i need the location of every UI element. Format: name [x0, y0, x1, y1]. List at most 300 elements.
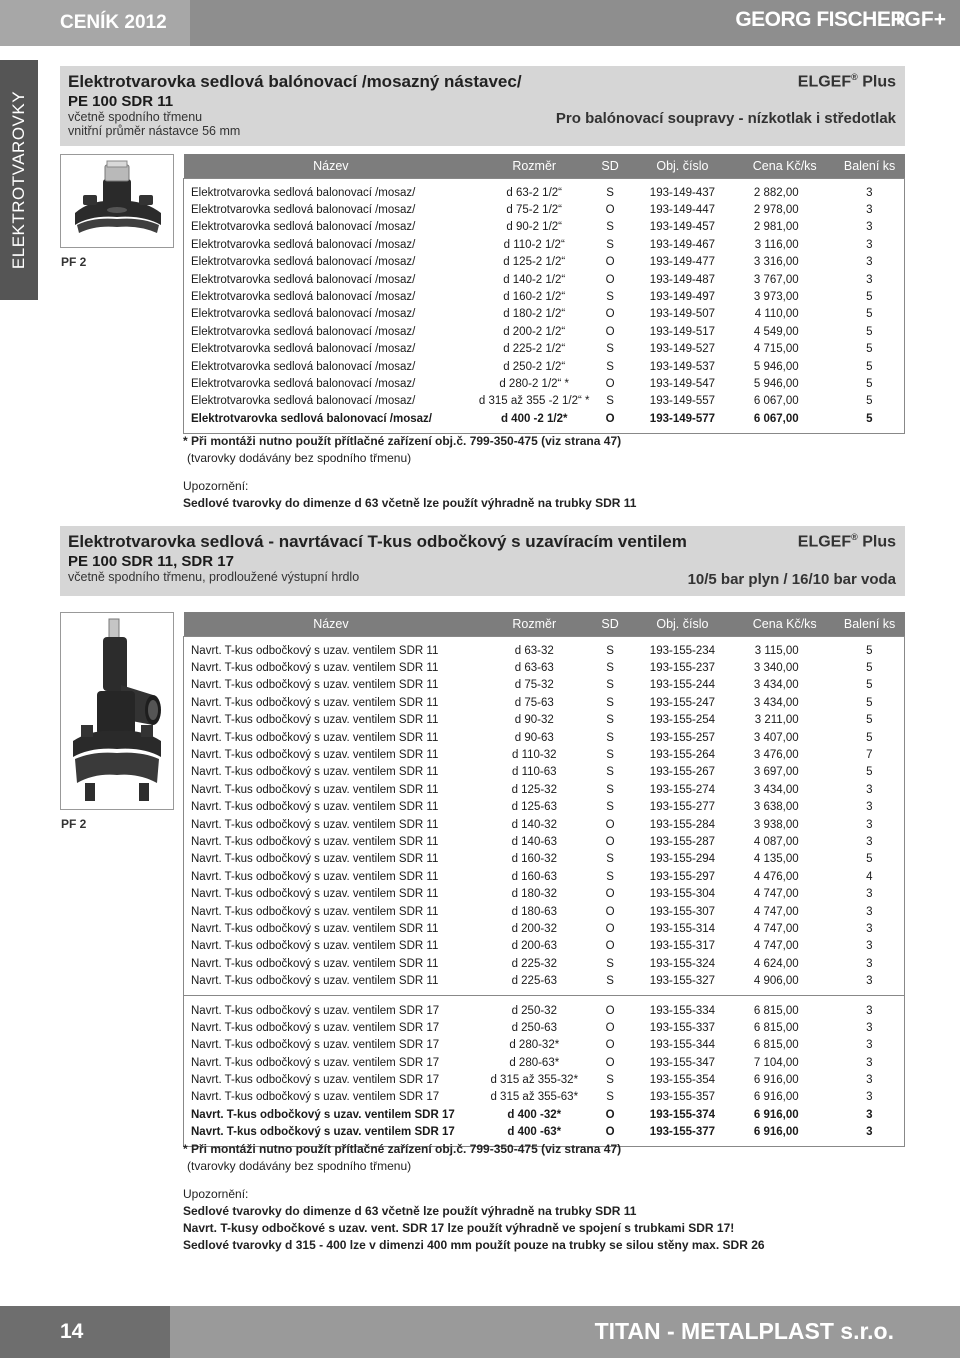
cell-pack: 3 — [866, 818, 873, 831]
table-row — [184, 1019, 905, 1036]
cell-sd: S — [606, 291, 614, 304]
cell-size: d 180-2 1/2“ — [503, 308, 566, 321]
table-row — [184, 1071, 905, 1088]
cell-pack: 3 — [866, 238, 873, 251]
cell-price: 3 938,00 — [753, 818, 799, 831]
cell-name: Navrt. T-kus odbočkový s uzav. ventilem SDR 11 — [191, 801, 439, 814]
cell-size: d 315 až 355 -2 1/2“ * — [478, 395, 590, 408]
cell-order-no: 193-149-507 — [649, 308, 716, 321]
cell-sd: S — [606, 343, 614, 356]
section1-product-line: ELGEF® Plus — [797, 72, 896, 91]
cell-name: Navrt. T-kus odbočkový s uzav. ventilem SDR 17 — [191, 1021, 440, 1034]
table-row — [184, 799, 905, 816]
cell-order-no: 193-155-344 — [649, 1039, 716, 1052]
table-row — [184, 341, 905, 358]
section1-footnote: * Při montáži nutno použít přítlačné zařízení obj.č. 799-350-475 (viz strana 47) — [183, 434, 622, 448]
cell-size: d 160-63 — [511, 870, 557, 883]
cell-price: 6 067,00 — [753, 395, 799, 408]
cell-sd: S — [606, 360, 614, 373]
table-row — [184, 677, 905, 694]
cell-pack: 3 — [866, 975, 873, 988]
cell-sd: S — [606, 957, 614, 970]
category-sidebar — [0, 60, 38, 300]
cell-pack: 7 — [866, 749, 873, 762]
cell-order-no: 193-155-284 — [649, 818, 716, 831]
cell-name: Navrt. T-kus odbočkový s uzav. ventilem SDR 17 — [191, 1074, 440, 1087]
cell-size: d 90-32 — [514, 714, 554, 727]
section1-notes — [183, 434, 636, 513]
cell-order-no: 193-155-234 — [649, 644, 716, 657]
cell-pack: 3 — [866, 1039, 873, 1052]
cell-price: 3 434,00 — [753, 783, 799, 796]
cell-price: 2 978,00 — [753, 204, 799, 217]
cell-pack: 5 — [866, 662, 873, 675]
cell-price: 4 747,00 — [753, 905, 799, 918]
company-name: TITAN - METALPLAST s.r.o. — [594, 1318, 894, 1344]
page-number: 14 — [0, 1306, 170, 1358]
cell-price: 6 067,00 — [753, 412, 799, 425]
cell-sd: S — [606, 801, 614, 814]
section2-product-line: ELGEF® Plus — [797, 532, 896, 551]
section2-warning1: Sedlové tvarovky do dimenze d 63 včetně lze použít výhradně na trubky SDR 11 — [183, 1204, 637, 1218]
cell-order-no: 193-155-314 — [649, 922, 716, 935]
cell-pack: 3 — [866, 1074, 873, 1087]
cell-order-no: 193-155-307 — [649, 905, 716, 918]
cell-sd: O — [605, 940, 615, 953]
cell-price: 6 815,00 — [753, 1039, 799, 1052]
cell-price: 3 767,00 — [753, 273, 799, 286]
cell-size: d 75-2 1/2“ — [506, 204, 562, 217]
cell-price: 3 476,00 — [753, 749, 799, 762]
cell-price: 3 434,00 — [753, 679, 799, 692]
cell-sd: O — [605, 835, 615, 848]
cell-pack: 5 — [866, 644, 873, 657]
cell-order-no: 193-155-257 — [649, 731, 716, 744]
cell-sd: O — [605, 922, 615, 935]
cell-size: d 63-63 — [514, 662, 554, 675]
section1-title: Elektrotvarovka sedlová balónovací /mosazný nástavec/ — [68, 72, 522, 91]
cell-order-no: 193-155-244 — [649, 679, 716, 692]
cell-pack: 5 — [866, 714, 873, 727]
cell-pack: 3 — [866, 186, 873, 199]
table-row — [184, 219, 905, 236]
section2-material: PE 100 SDR 11, SDR 17 — [68, 553, 234, 570]
cell-size: d 400 -2 1/2* — [500, 412, 568, 425]
cell-pack: 3 — [866, 905, 873, 918]
cell-name: Elektrotvarovka sedlová balonovací /mosaz/ — [191, 395, 416, 408]
col-size: Rozměr — [478, 612, 590, 636]
cell-price: 4 747,00 — [753, 888, 799, 901]
table-row — [184, 868, 905, 885]
cell-size: d 125-32 — [511, 783, 557, 796]
cell-name: Navrt. T-kus odbočkový s uzav. ventilem SDR 11 — [191, 957, 439, 970]
cell-name: Elektrotvarovka sedlová balonovací /mosaz/ — [191, 308, 416, 321]
cell-price: 3 316,00 — [753, 256, 799, 269]
category-label: ELEKTROTVAROVKY — [9, 90, 28, 270]
cell-sd: O — [605, 818, 615, 831]
cell-name: Navrt. T-kus odbočkový s uzav. ventilem SDR 11 — [191, 940, 439, 953]
spacer-row — [184, 427, 905, 433]
section1-table-body — [184, 178, 905, 433]
cell-pack: 5 — [866, 343, 873, 356]
cell-name: Navrt. T-kus odbočkový s uzav. ventilem SDR 17 — [191, 1056, 440, 1069]
cell-order-no: 193-155-374 — [649, 1108, 716, 1121]
cell-sd: S — [606, 395, 614, 408]
table-row — [184, 851, 905, 868]
cell-name: Navrt. T-kus odbočkový s uzav. ventilem SDR 11 — [191, 783, 439, 796]
table-row — [184, 642, 905, 659]
section2-footnote2: (tvarovky dodávány bez spodního třmenu) — [187, 1159, 412, 1173]
cell-order-no: 193-155-324 — [649, 957, 716, 970]
cell-name: Navrt. T-kus odbočkový s uzav. ventilem SDR 11 — [191, 731, 439, 744]
cell-sd: S — [606, 783, 614, 796]
cell-order-no: 193-155-297 — [649, 870, 716, 883]
cell-order-no: 193-149-447 — [649, 204, 716, 217]
cell-price: 5 946,00 — [753, 377, 799, 390]
cell-order-no: 193-155-267 — [649, 766, 716, 779]
cell-price: 3 211,00 — [754, 714, 799, 727]
cell-price: 4 747,00 — [753, 922, 799, 935]
cell-order-no: 193-149-577 — [649, 412, 716, 425]
cell-price: 4 110,00 — [754, 308, 799, 321]
cell-name: Navrt. T-kus odbočkový s uzav. ventilem SDR 17 — [191, 1004, 440, 1017]
cell-order-no: 193-149-467 — [649, 238, 716, 251]
table-row — [184, 1106, 905, 1123]
cell-sd: S — [606, 714, 614, 727]
cell-pack: 3 — [866, 204, 873, 217]
cell-order-no: 193-149-547 — [649, 377, 716, 390]
cell-size: d 140-32 — [511, 818, 557, 831]
tapping-tee-valve-image — [61, 613, 173, 809]
table-row — [184, 358, 905, 375]
section1-footnote2: (tvarovky dodávány bez spodního třmenu) — [187, 451, 412, 465]
table-row — [184, 694, 905, 711]
cell-order-no: 193-155-277 — [649, 801, 716, 814]
section1-warning-title: Upozornění: — [183, 479, 249, 493]
cell-order-no: 193-155-357 — [649, 1091, 716, 1104]
table-row — [184, 816, 905, 833]
section1-table — [183, 154, 905, 434]
cell-order-no: 193-155-337 — [649, 1021, 716, 1034]
cell-order-no: 193-155-354 — [649, 1074, 716, 1087]
cell-name: Navrt. T-kus odbočkový s uzav. ventilem SDR 11 — [191, 679, 439, 692]
cell-pack: 3 — [866, 1091, 873, 1104]
cell-size: d 280-63* — [509, 1056, 560, 1069]
col-name: Název — [184, 154, 479, 178]
brand-logo: +GF+ — [892, 8, 946, 31]
cell-order-no: 193-155-254 — [649, 714, 716, 727]
cell-pack: 5 — [866, 308, 873, 321]
cell-price: 4 906,00 — [753, 975, 799, 988]
cell-size: d 400 -32* — [507, 1108, 562, 1121]
brand-name: GEORG FISCHER — [735, 8, 905, 31]
cell-sd: O — [605, 1108, 615, 1121]
cell-pack: 3 — [866, 801, 873, 814]
cell-size: d 200-2 1/2“ — [503, 325, 566, 338]
cell-name: Navrt. T-kus odbočkový s uzav. ventilem SDR 11 — [191, 714, 439, 727]
cell-order-no: 193-149-537 — [649, 360, 716, 373]
cell-name: Navrt. T-kus odbočkový s uzav. ventilem SDR 11 — [191, 662, 439, 675]
cell-size: d 110-2 1/2“ — [503, 238, 565, 251]
cell-sd: S — [606, 1091, 614, 1104]
section2-warning-title: Upozornění: — [183, 1187, 249, 1201]
section1-header — [60, 66, 905, 146]
cell-order-no: 193-155-304 — [649, 888, 716, 901]
cell-order-no: 193-149-557 — [649, 395, 716, 408]
cell-sd: S — [606, 644, 614, 657]
cell-sd: O — [605, 888, 615, 901]
cell-size: d 280-2 1/2“ * — [499, 377, 570, 390]
cell-size: d 90-63 — [514, 731, 554, 744]
col-price: Cena Kč/ks — [735, 154, 835, 178]
cell-name: Elektrotvarovka sedlová balonovací /mosaz/ — [191, 256, 416, 269]
cell-price: 4 747,00 — [753, 940, 799, 953]
cell-price: 3 697,00 — [753, 766, 799, 779]
cell-price: 4 549,00 — [753, 325, 799, 338]
section2-subtitle: 10/5 bar plyn / 16/10 bar voda — [687, 571, 896, 588]
section2-pf-code: PF 2 — [61, 817, 87, 831]
col-pack: Balení ks — [835, 612, 905, 636]
table-row — [184, 1124, 905, 1141]
cell-price: 7 104,00 — [753, 1056, 799, 1069]
cell-pack: 5 — [866, 395, 873, 408]
cell-pack: 5 — [866, 412, 873, 425]
cell-price: 3 340,00 — [753, 662, 799, 675]
cell-name: Navrt. T-kus odbočkový s uzav. ventilem SDR 11 — [191, 835, 439, 848]
cell-name: Navrt. T-kus odbočkový s uzav. ventilem SDR 11 — [191, 905, 439, 918]
cell-size: d 315 až 355-32* — [490, 1074, 579, 1087]
balloon-saddle-fitting-image — [61, 155, 173, 247]
cell-name: Navrt. T-kus odbočkový s uzav. ventilem SDR 11 — [191, 749, 439, 762]
table-row — [184, 271, 905, 288]
price-list-label: CENÍK 2012 — [0, 0, 190, 46]
cell-price: 3 115,00 — [754, 644, 799, 657]
cell-order-no: 193-149-527 — [649, 343, 716, 356]
cell-size: d 200-32 — [511, 922, 557, 935]
cell-pack: 5 — [866, 853, 873, 866]
cell-pack: 3 — [866, 221, 873, 234]
cell-size: d 90-2 1/2“ — [506, 221, 562, 234]
cell-price: 6 815,00 — [753, 1004, 799, 1017]
section1-product-image — [60, 154, 174, 248]
table-row — [184, 375, 905, 392]
cell-size: d 225-32 — [511, 957, 557, 970]
col-sd: SD — [590, 154, 630, 178]
cell-size: d 180-63 — [511, 905, 557, 918]
cell-order-no: 193-155-264 — [649, 749, 716, 762]
table-row — [184, 184, 905, 201]
cell-name: Elektrotvarovka sedlová balonovací /mosaz/ — [191, 291, 416, 304]
cell-pack: 5 — [866, 696, 873, 709]
section1-pf-code: PF 2 — [61, 255, 87, 269]
section2-footnote: * Při montáži nutno použít přítlačné zařízení obj.č. 799-350-475 (viz strana 47) — [183, 1142, 622, 1156]
cell-order-no: 193-149-487 — [649, 273, 716, 286]
table-row — [184, 201, 905, 218]
cell-pack: 3 — [866, 1126, 873, 1139]
section2-table-body-sdr17 — [184, 996, 905, 1147]
section1-note2: vnitřní průměr nástavce 56 mm — [68, 124, 241, 138]
cell-size: d 180-32 — [511, 888, 557, 901]
cell-order-no: 193-149-497 — [649, 291, 716, 304]
cell-name: Navrt. T-kus odbočkový s uzav. ventilem SDR 11 — [191, 853, 439, 866]
section1-subtitle: Pro balónovací soupravy - nízkotlak i středotlak — [555, 110, 896, 127]
cell-pack: 3 — [866, 888, 873, 901]
cell-price: 6 916,00 — [753, 1126, 799, 1139]
table-header-row — [184, 612, 905, 636]
cell-sd: O — [605, 1021, 615, 1034]
table-row — [184, 781, 905, 798]
cell-name: Navrt. T-kus odbočkový s uzav. ventilem SDR 17 — [191, 1108, 455, 1121]
section2-header — [60, 526, 905, 596]
cell-size: d 225-63 — [511, 975, 557, 988]
cell-name: Elektrotvarovka sedlová balonovací /mosaz/ — [191, 238, 416, 251]
cell-size: d 63-2 1/2“ — [506, 186, 562, 199]
table-row — [184, 393, 905, 410]
cell-order-no: 193-155-237 — [649, 662, 716, 675]
cell-size: d 200-63 — [511, 940, 557, 953]
cell-order-no: 193-155-347 — [649, 1056, 716, 1069]
cell-name: Elektrotvarovka sedlová balonovací /mosaz/ — [191, 186, 416, 199]
section2-title: Elektrotvarovka sedlová - navrtávací T-kus odbočkový s uzavíracím ventilem — [68, 532, 687, 551]
cell-order-no: 193-155-334 — [649, 1004, 716, 1017]
cell-sd: S — [606, 749, 614, 762]
cell-size: d 160-2 1/2“ — [503, 291, 566, 304]
cell-order-no: 193-155-377 — [649, 1126, 716, 1139]
table-row — [184, 746, 905, 763]
cell-name: Elektrotvarovka sedlová balonovací /mosaz/ — [191, 343, 416, 356]
col-name: Název — [184, 612, 479, 636]
cell-name: Navrt. T-kus odbočkový s uzav. ventilem SDR 11 — [191, 922, 439, 935]
cell-sd: O — [605, 1056, 615, 1069]
cell-pack: 3 — [866, 957, 873, 970]
section1-material: PE 100 SDR 11 — [68, 93, 174, 110]
table-row — [184, 323, 905, 340]
table-row — [184, 938, 905, 955]
cell-name: Navrt. T-kus odbočkový s uzav. ventilem SDR 11 — [191, 975, 439, 988]
cell-pack: 5 — [866, 325, 873, 338]
cell-name: Navrt. T-kus odbočkový s uzav. ventilem SDR 11 — [191, 870, 439, 883]
cell-size: d 125-2 1/2“ — [503, 256, 566, 269]
cell-sd: S — [606, 662, 614, 675]
cell-name: Navrt. T-kus odbočkový s uzav. ventilem SDR 11 — [191, 818, 439, 831]
table-row — [184, 254, 905, 271]
cell-pack: 5 — [866, 377, 873, 390]
cell-size: d 160-32 — [511, 853, 557, 866]
cell-sd: S — [606, 853, 614, 866]
cell-size: d 75-32 — [514, 679, 554, 692]
cell-name: Elektrotvarovka sedlová balonovací /mosaz/ — [191, 204, 416, 217]
section1-note1: včetně spodního třmenu — [68, 110, 203, 124]
footer — [0, 1306, 960, 1358]
col-pack: Balení ks — [835, 154, 905, 178]
table-row — [184, 288, 905, 305]
cell-pack: 5 — [866, 766, 873, 779]
table-row — [184, 903, 905, 920]
section1-warning1: Sedlové tvarovky do dimenze d 63 včetně lze použít výhradně na trubky SDR 11 — [183, 496, 637, 510]
cell-sd: O — [605, 1004, 615, 1017]
cell-size: d 110-63 — [511, 766, 557, 779]
section2-table-body-sdr11 — [184, 636, 905, 996]
table-row — [184, 955, 905, 972]
cell-name: Navrt. T-kus odbočkový s uzav. ventilem SDR 11 — [191, 644, 439, 657]
cell-size: d 63-32 — [514, 644, 554, 657]
table-header-row — [184, 154, 905, 178]
cell-pack: 3 — [866, 256, 873, 269]
cell-price: 3 116,00 — [754, 238, 799, 251]
cell-name: Elektrotvarovka sedlová balonovací /mosaz/ — [191, 412, 432, 425]
cell-name: Elektrotvarovka sedlová balonovací /mosaz/ — [191, 377, 416, 390]
cell-pack: 5 — [866, 291, 873, 304]
cell-price: 2 981,00 — [753, 221, 799, 234]
cell-price: 4 715,00 — [753, 343, 799, 356]
cell-price: 6 916,00 — [753, 1108, 799, 1121]
cell-name: Elektrotvarovka sedlová balonovací /mosaz/ — [191, 325, 416, 338]
cell-sd: O — [605, 412, 615, 425]
cell-pack: 3 — [866, 273, 873, 286]
col-order-no: Obj. číslo — [630, 154, 735, 178]
cell-pack: 3 — [866, 1021, 873, 1034]
cell-name: Navrt. T-kus odbočkový s uzav. ventilem SDR 11 — [191, 766, 439, 779]
cell-order-no: 193-149-457 — [649, 221, 716, 234]
cell-price: 2 882,00 — [753, 186, 799, 199]
cell-sd: S — [606, 679, 614, 692]
cell-pack: 3 — [866, 783, 873, 796]
cell-price: 6 815,00 — [753, 1021, 799, 1034]
section2-table — [183, 612, 905, 1147]
cell-pack: 5 — [866, 360, 873, 373]
cell-sd: S — [606, 186, 614, 199]
top-bar — [0, 0, 960, 46]
cell-price: 3 638,00 — [753, 801, 799, 814]
cell-pack: 3 — [866, 1056, 873, 1069]
col-price: Cena Kč/ks — [735, 612, 835, 636]
cell-size: d 315 až 355-63* — [490, 1091, 579, 1104]
cell-price: 3 407,00 — [753, 731, 799, 744]
cell-order-no: 193-155-247 — [649, 696, 716, 709]
cell-sd: O — [605, 204, 615, 217]
table-row — [184, 833, 905, 850]
cell-sd: S — [606, 766, 614, 779]
cell-order-no: 193-155-327 — [649, 975, 716, 988]
cell-size: d 225-2 1/2“ — [503, 343, 566, 356]
cell-sd: O — [605, 905, 615, 918]
table-row — [184, 410, 905, 427]
cell-price: 4 087,00 — [753, 835, 799, 848]
table-row — [184, 1054, 905, 1071]
cell-sd: S — [606, 1074, 614, 1087]
cell-price: 4 135,00 — [753, 853, 799, 866]
table-row — [184, 885, 905, 902]
cell-pack: 4 — [866, 870, 873, 883]
cell-sd: S — [606, 731, 614, 744]
section2-notes — [183, 1142, 765, 1255]
cell-name: Navrt. T-kus odbočkový s uzav. ventilem SDR 17 — [191, 1039, 440, 1052]
cell-order-no: 193-155-294 — [649, 853, 716, 866]
cell-price: 6 916,00 — [753, 1091, 799, 1104]
table-row — [184, 1089, 905, 1106]
cell-name: Navrt. T-kus odbočkový s uzav. ventilem SDR 11 — [191, 888, 439, 901]
cell-size: d 400 -63* — [507, 1126, 562, 1139]
cell-sd: S — [606, 238, 614, 251]
cell-size: d 125-63 — [511, 801, 557, 814]
section2-warning2: Navrt. T-kusy odbočkové s uzav. vent. SDR 17 lze použít výhradně ve spojení s trubkami SDR 17! — [183, 1221, 735, 1235]
cell-pack: 5 — [866, 731, 873, 744]
cell-price: 3 973,00 — [753, 291, 799, 304]
cell-size: d 250-63 — [511, 1021, 557, 1034]
cell-name: Elektrotvarovka sedlová balonovací /mosaz/ — [191, 360, 416, 373]
cell-price: 5 946,00 — [753, 360, 799, 373]
table-row — [184, 764, 905, 781]
